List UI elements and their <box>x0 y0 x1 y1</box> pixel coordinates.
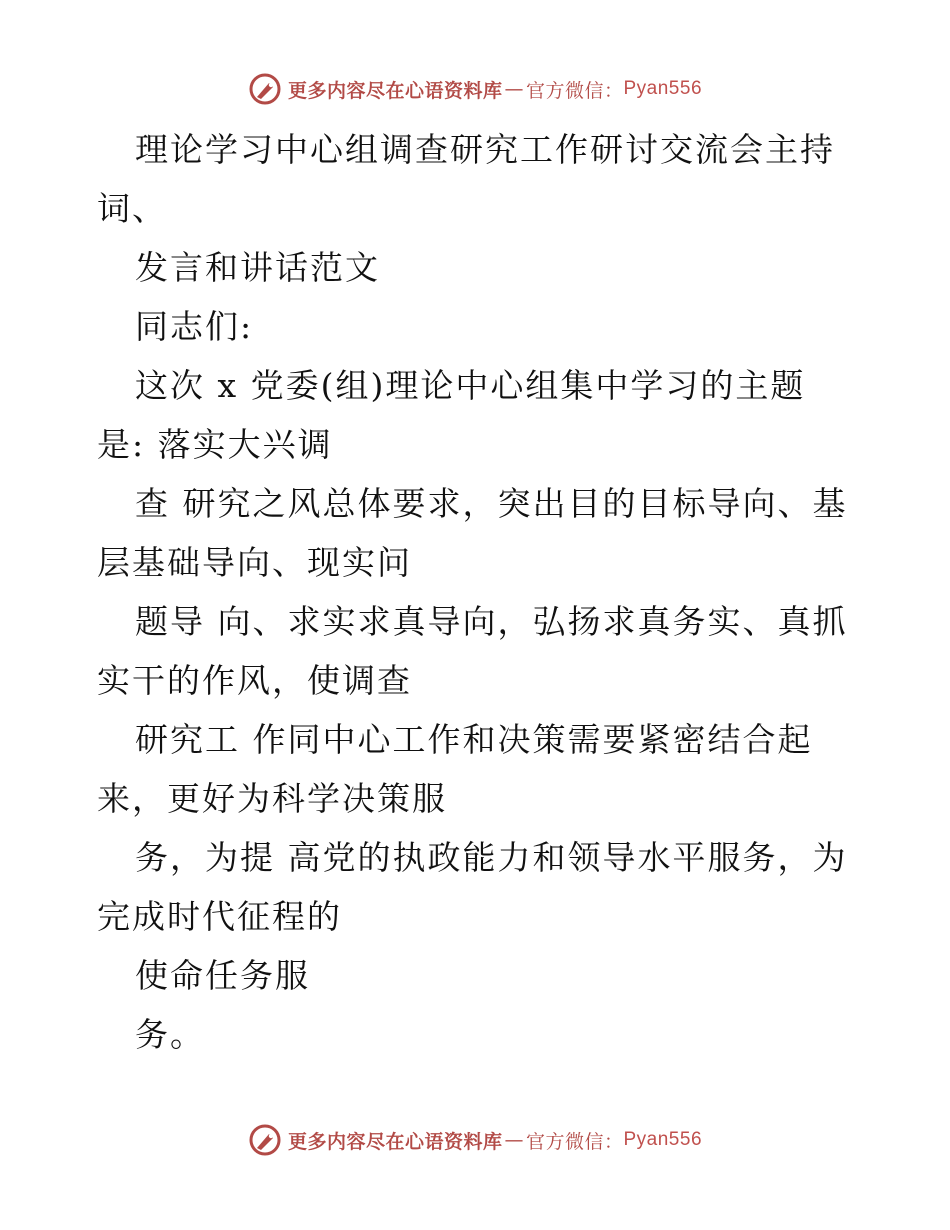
paragraph-line: 这次 x 党委(组)理论中心组集中学习的主题 <box>135 366 806 405</box>
watermark-brand: 更多内容尽在心语资料库 <box>287 79 503 102</box>
watermark-label: 官方微信： <box>525 79 624 102</box>
header-watermark <box>0 72 950 106</box>
paragraph-line: 同志们: <box>135 307 254 346</box>
paragraph-line: 发言和讲话范文 <box>135 248 380 287</box>
watermark-separator: — <box>504 78 524 100</box>
pen-nib-logo-icon <box>248 1123 282 1157</box>
paragraph-line: 务。 <box>135 1015 205 1054</box>
footer-watermark <box>0 1123 950 1157</box>
paragraph-line: 使命任务服 <box>135 956 310 995</box>
paragraph-line: 完成时代征程的 <box>97 897 342 936</box>
watermark-wechat-id: Pyan556 <box>623 1129 703 1150</box>
paragraph-line: 研究工 作同中心工作和决策需要紧密结合起 <box>135 720 813 759</box>
paragraph-line: 层基础导向、现实问 <box>97 543 412 582</box>
watermark-separator: — <box>504 1129 524 1151</box>
paragraph-line: 实干的作风，使调查 <box>97 661 412 700</box>
paragraph-line: 题导 向、求实求真导向，弘扬求真务实、真抓 <box>135 602 848 641</box>
pen-nib-logo-icon <box>248 72 282 106</box>
paragraph-line: 务，为提 高党的执政能力和领导水平服务，为 <box>135 838 848 877</box>
paragraph-line: 来，更好为科学决策服 <box>97 779 447 818</box>
watermark-wechat-id: Pyan556 <box>623 78 703 99</box>
paragraph-line: 是: 落实大兴调 <box>97 425 333 464</box>
watermark-brand: 更多内容尽在心语资料库 <box>287 1130 503 1153</box>
paragraph-line: 词、 <box>97 189 167 228</box>
paragraph-line: 查 研究之风总体要求，突出目的目标导向、基 <box>135 484 848 523</box>
paragraph-line: 理论学习中心组调查研究工作研讨交流会主持 <box>135 130 835 169</box>
document-body <box>97 120 857 1064</box>
watermark-label: 官方微信： <box>525 1130 624 1153</box>
